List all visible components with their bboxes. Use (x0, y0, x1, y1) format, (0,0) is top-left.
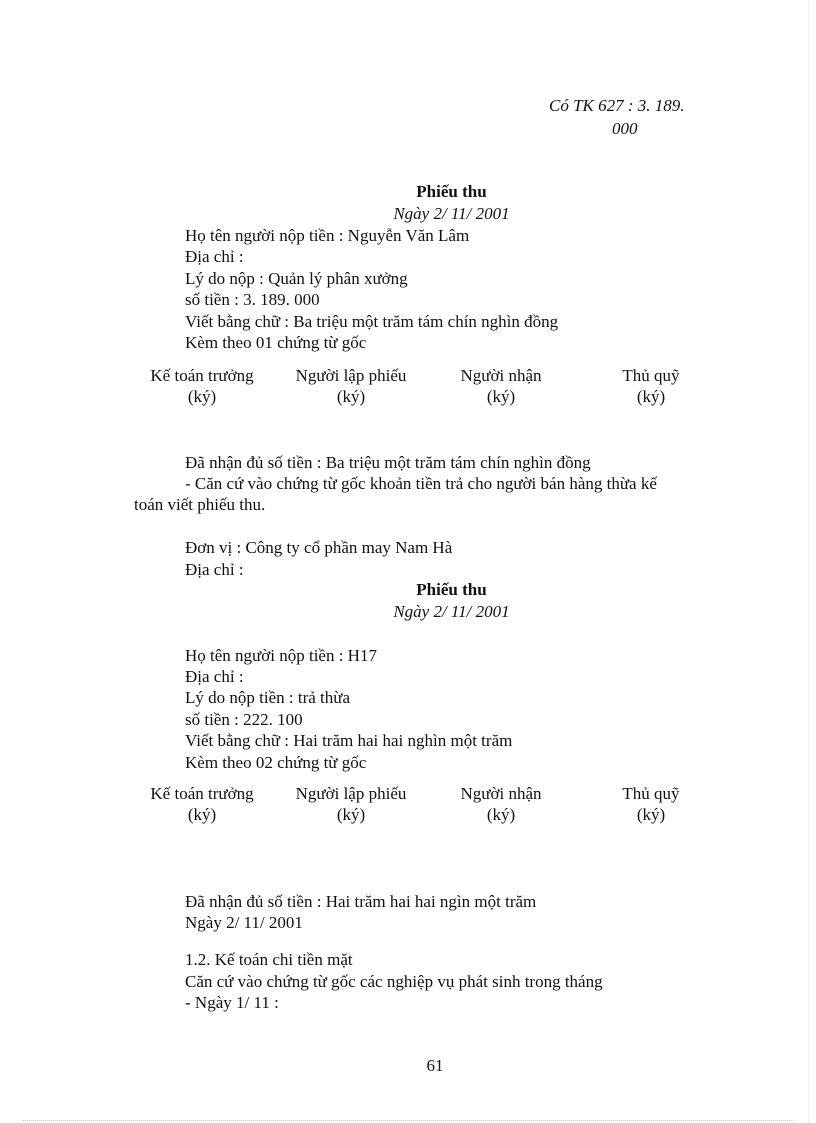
signature-role: Người nhận (460, 366, 542, 385)
signature-chief-accountant (132, 783, 272, 825)
receipt1-reason: Lý do nộp : Quản lý phân xưởng (185, 269, 408, 288)
section-item: - Ngày 1/ 11 : (185, 993, 279, 1012)
section-heading: 1.2. Kế toán chi tiền mặt (185, 950, 353, 969)
signature-role: Thủ quỹ (622, 366, 680, 385)
signature-role: Người lập phiếu (295, 366, 407, 385)
receipt1-address: Địa chỉ : (185, 247, 244, 266)
unit-address: Địa chỉ : (185, 560, 244, 579)
signature-cashier (600, 365, 702, 407)
signature-chief-accountant (132, 365, 272, 407)
receipt2-address: Địa chỉ : (185, 667, 244, 686)
signature-sign: (ký) (486, 805, 516, 824)
receipt2-amount: số tiền : 222. 100 (185, 710, 303, 729)
signature-sign: (ký) (187, 387, 217, 406)
signature-preparer (280, 365, 422, 407)
receipt1-amount: số tiền : 3. 189. 000 (185, 290, 320, 309)
signature-preparer (280, 783, 422, 825)
receipt2-date: Ngày 2/ 11/ 2001 (393, 602, 510, 621)
paragraph1-line1: - Căn cứ vào chứng từ gốc khoản tiền trả cho người bán hàng thừa kế (185, 474, 657, 493)
receipt2-reason: Lý do nộp tiền : trả thừa (185, 688, 351, 707)
page-bottom-border (22, 1120, 794, 1121)
receipt1-amount-words: Viết bằng chữ : Ba triệu một trăm tám chín nghìn đồng (185, 312, 559, 331)
unit-name: Đơn vị : Công ty cổ phần may Nam Hà (185, 538, 453, 557)
page-number: 61 (426, 1056, 444, 1075)
receipt2-received: Đã nhận đủ số tiền : Hai trăm hai hai ngìn một trăm (185, 892, 537, 911)
paragraph1-line2: toán viết phiếu thu. (134, 495, 266, 514)
receipt1-date: Ngày 2/ 11/ 2001 (393, 204, 510, 223)
signature-sign: (ký) (636, 805, 666, 824)
receipt2-received-date: Ngày 2/ 11/ 2001 (185, 913, 303, 932)
page-right-border (808, 0, 809, 1123)
receipt2-amount-words: Viết bằng chữ : Hai trăm hai hai nghìn một trăm (185, 731, 513, 750)
signature-receiver (440, 783, 562, 825)
receipt1-attachments: Kèm theo 01 chứng từ gốc (185, 333, 367, 352)
receipt2-payer: Họ tên người nộp tiền : H17 (185, 646, 377, 665)
signature-sign: (ký) (636, 387, 666, 406)
receipt2-attachments: Kèm theo 02 chứng từ gốc (185, 753, 367, 772)
signature-sign: (ký) (486, 387, 516, 406)
account-note-line1: Có TK 627 : 3. 189. (549, 96, 685, 115)
signature-role: Kế toán trưởng (150, 366, 254, 385)
signature-sign: (ký) (336, 805, 366, 824)
signature-role: Kế toán trưởng (150, 784, 254, 803)
account-note-line2: 000 (612, 119, 638, 138)
signature-sign: (ký) (187, 805, 217, 824)
receipt2-title: Phiếu thu (416, 580, 487, 599)
section-intro: Căn cứ vào chứng từ gốc các nghiệp vụ phát sinh trong tháng (185, 972, 603, 991)
signature-role: Người nhận (460, 784, 542, 803)
receipt1-payer: Họ tên người nộp tiền : Nguyễn Văn Lâm (185, 226, 470, 245)
signature-role: Thủ quỹ (622, 784, 680, 803)
signature-sign: (ký) (336, 387, 366, 406)
receipt1-title: Phiếu thu (416, 182, 487, 201)
signature-role: Người lập phiếu (295, 784, 407, 803)
signature-cashier (600, 783, 702, 825)
signature-receiver (440, 365, 562, 407)
receipt1-received: Đã nhận đủ số tiền : Ba triệu một trăm tám chín nghìn đồng (185, 453, 591, 472)
